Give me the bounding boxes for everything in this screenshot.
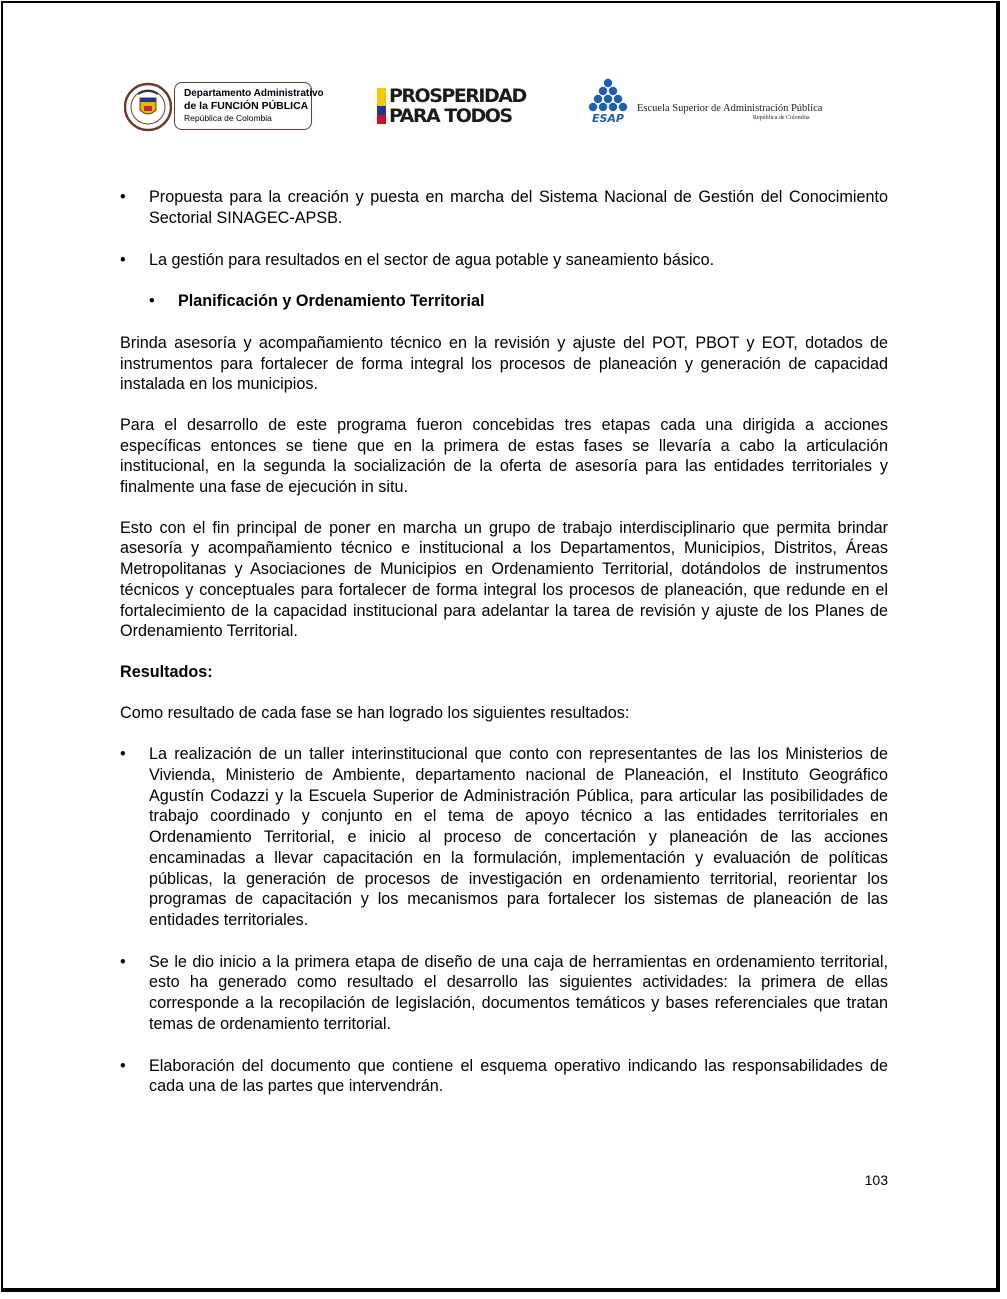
header-logos <box>0 0 1007 150</box>
funcion-publica-logo <box>124 82 324 132</box>
results-heading: Resultados: <box>120 662 213 681</box>
paragraph: Para el desarrollo de este programa fueron concebidas tres etapas cada una dirigida a acciones específicas entonces se tiene que en la primera de estas fases se llevaría a cabo la articulación institucional, en la segunda la socialización de la oferta de asesoría para las entidades territoriales y finalmente una fase de ejecución in situ. <box>120 415 888 497</box>
colombia-coat-of-arms-icon <box>124 82 172 132</box>
bullet-icon: • <box>120 188 126 206</box>
prosperidad-logo <box>377 86 537 128</box>
page-number: 103 <box>864 1172 888 1188</box>
list-item <box>120 250 888 271</box>
funcion-publica-text-box <box>174 82 324 130</box>
prosperidad-line2: PARA TODOS <box>389 105 512 127</box>
bullet-icon: • <box>120 1056 126 1075</box>
bullet-icon: • <box>149 292 155 311</box>
esap-logo <box>580 78 823 128</box>
bullet-text: Se le dio inicio a la primera etapa de diseño de una caja de herramientas en ordenamiento territorial, esto ha generado como resultado el desarrollo las siguientes actividades: la primera de ellas corresponde a la recopilación de legislación, documentos temáticos y bases referenciales que tratan temas de ordenamiento territorial. <box>149 952 888 1033</box>
funcion-publica-line2: de la FUNCIÓN PÚBLICA <box>184 100 309 112</box>
results-intro: Como resultado de cada fase se han logrado los siguientes resultados: <box>120 703 630 722</box>
esap-subtitle: República de Colombia <box>753 115 810 121</box>
colombia-flag-icon <box>377 88 386 124</box>
bullet-text: La realización de un taller interinstitucional que conto con representantes de las los Ministerios de Vivienda, Ministerio de Ambiente, departamento nacional de Planeación, el Instituto Geográfico Agustín Codazzi y la Escuela Superior de Administración Pública, para articular las posibilidades de trabajo coordinado y conjunto en el tema de apoyo técnico a las entidades territoriales en Ordenamiento Territorial, e inicio al proceso de concertación y planeación de las acciones encaminadas a llevar capacitación en la formulación, implementación y evaluación de políticas públicas, la generación de procesos de investigación en ordenamiento territorial, reorientar los programas de capacitación y los mecanismos para fortalecer los sistemas de planeación de las entidades territoriales. <box>149 745 888 929</box>
svg-text:ESAP: ESAP <box>591 112 625 125</box>
list-item <box>120 187 888 228</box>
esap-name: Escuela Superior de Administración Pública <box>637 103 823 114</box>
esap-logo-icon <box>580 78 636 128</box>
paragraph: Brinda asesoría y acompañamiento técnico en la revisión y ajuste del POT, PBOT y EOT, dotados de instrumentos para fortalecer de forma integral los procesos de planeación y generación de capacidad instalada en los municipios. <box>120 333 888 394</box>
bullet-icon: • <box>120 745 126 764</box>
section-heading <box>120 291 888 312</box>
bullet-text: Elaboración del documento que contiene el esquema operativo indicando las responsabilidades de cada una de las partes que intervendrán. <box>149 1056 888 1096</box>
prosperidad-line1: PROSPERIDAD <box>389 85 526 107</box>
list-item <box>120 952 888 1035</box>
list-item <box>120 1056 888 1097</box>
bullet-text: La gestión para resultados en el sector de agua potable y saneamiento básico. <box>149 251 715 270</box>
funcion-publica-line3: República de Colombia <box>184 113 272 123</box>
list-item <box>120 744 888 930</box>
bullet-icon: • <box>120 251 126 270</box>
bullet-icon: • <box>120 952 126 971</box>
paragraph: Esto con el fin principal de poner en marcha un grupo de trabajo interdisciplinario que permita brindar asesoría y acompañamiento técnico e institucional a los Departamentos, Municipios, Distritos, Áreas Metropolitanas y Asociaciones de Municipios en Ordenamiento Territorial, dotándolos de instrumentos técnicos y conceptuales para fortalecer de forma integral los procesos de planeación, que redunde en el fortalecimiento de la capacidad institucional para adelantar la tarea de revisión y ajuste de los Planes de Ordenamiento Territorial. <box>120 518 888 641</box>
section-heading-text: Planificación y Ordenamiento Territorial <box>178 292 485 311</box>
funcion-publica-line1: Departamento Administrativo <box>184 88 324 99</box>
document-body <box>120 187 888 1097</box>
bullet-text: Propuesta para la creación y puesta en marcha del Sistema Nacional de Gestión del Conocimiento Sectorial SINAGEC-APSB. <box>149 188 888 227</box>
